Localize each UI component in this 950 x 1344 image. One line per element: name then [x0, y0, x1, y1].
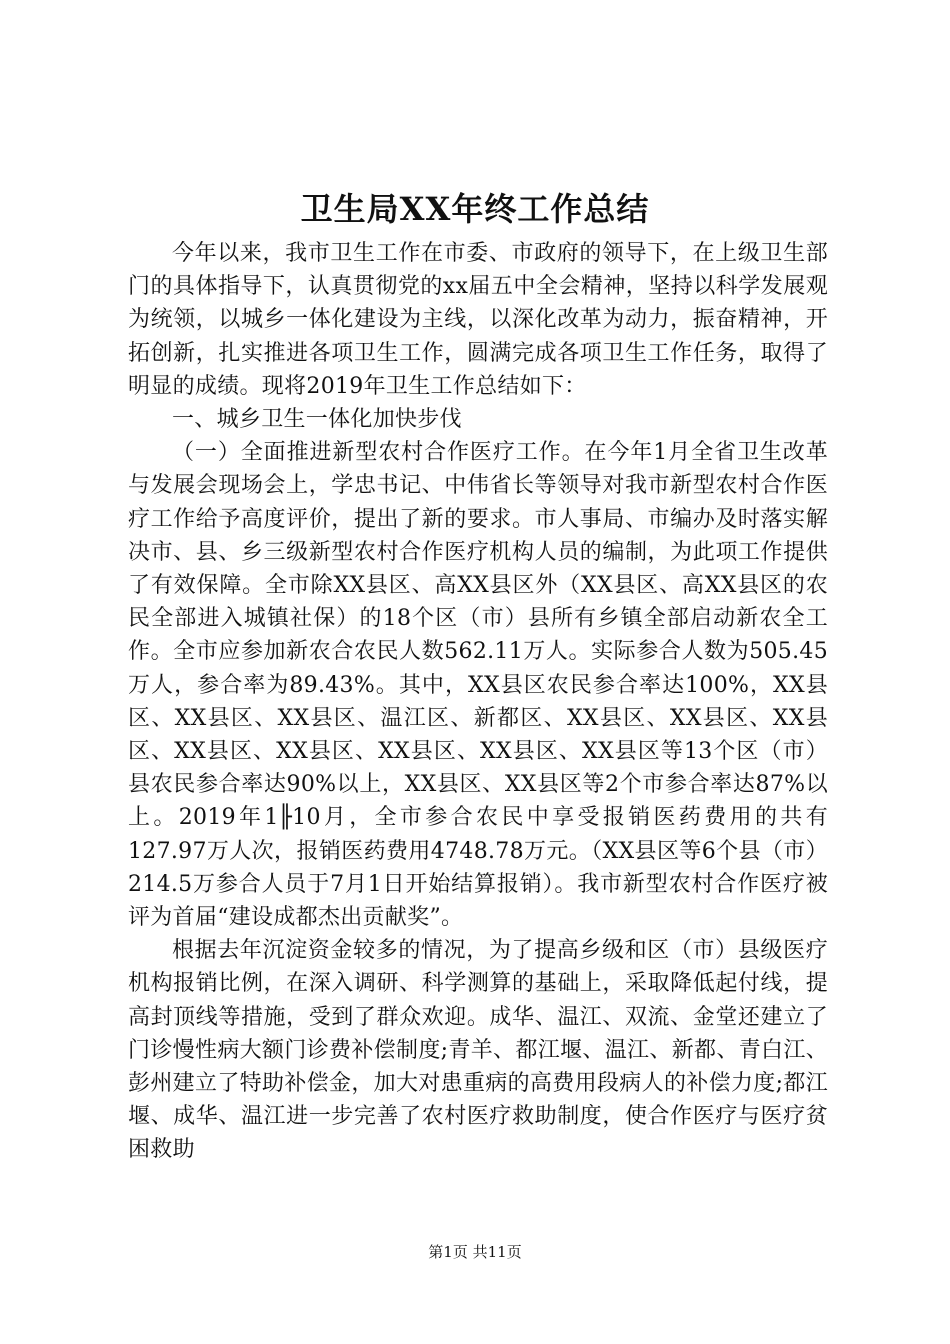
- document-body: [128, 237, 828, 1167]
- section-heading: 一、城乡卫生一体化加快步伐: [172, 407, 462, 433]
- intro-paragraph: 今年以来，我市卫生工作在市委、市政府的领导下，在上级卫生部门的具体指导下，认真贯彻党的xx届五中全会精神，坚持以科学发展观为统领，以城乡一体化建设为主线，以深化改革为动力，振奋精神，开拓创新，扎实推进各项卫生工作，圆满完成各项卫生工作任务，取得了明显的成绩。现将2019年卫生工作总结如下：: [128, 241, 828, 399]
- body-paragraph: 根据去年沉淀资金较多的情况，为了提高乡级和区（市）县级医疗机构报销比例，在深入调研、科学测算的基础上，采取降低起付线，提高封顶线等措施，受到了群众欢迎。成华、温江、双流、金堂还建立了门诊慢性病大额门诊费补偿制度;青羊、都江堰、温江、新都、青白江、彭州建立了特助补偿金，加大对患重病的高费用段病人的补偿力度;都江堰、成华、温江进一步完善了农村医疗救助制度，使合作医疗与医疗贫困救助: [128, 938, 828, 1163]
- subsection-paragraph: （一）全面推进新型农村合作医疗工作。在今年1月全省卫生改革与发展会现场会上，学忠书记、中伟省长等领导对我市新型农村合作医疗工作给予高度评价，提出了新的要求。市人事局、市编办及时落实解决市、县、乡三级新型农村合作医疗机构人员的编制，为此项工作提供了有效保障。全市除XX县区、高XX县区外（XX县区、高XX县区的农民全部进入城镇社保）的18个区（市）县所有乡镇全部启动新农全工作。全市应参加新农合农民人数562.11万人。实际参合人数为505.45万人，参合率为89.43%。其中，XX县区农民参合率达100%，XX县区、XX县区、XX县区、温江区、新都区、XX县区、XX县区、XX县区、XX县区、XX县区、XX县区、XX县区、XX县区等13个区（市）县农民参合率达90%以上，XX县区、XX县区等2个市参合率达87%以上。2019年1╟10月，全市参合农民中享受报销医药费用的共有127.97万人次，报销医药费用4748.78万元。（XX县区等6个县（市）214.5万参合人员于7月1日开始结算报销）。我市新型农村合作医疗被评为首届“建设成都杰出贡献奖”。: [128, 440, 828, 931]
- document-title: 卫生局XX年终工作总结: [300, 190, 650, 228]
- page-number-footer: 第1页 共11页: [428, 1243, 522, 1261]
